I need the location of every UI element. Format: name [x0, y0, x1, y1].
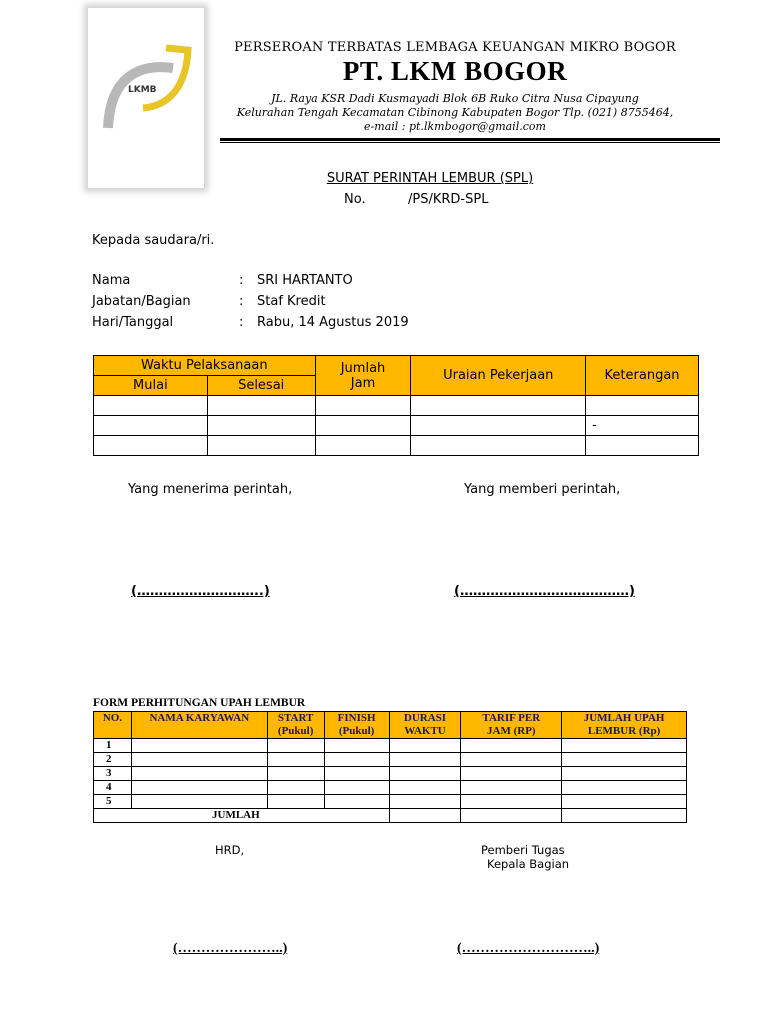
header-tarif — [461, 712, 562, 739]
letter-title: SURAT PERINTAH LEMBUR (SPL) — [326, 171, 534, 186]
field-label-nama: Nama — [92, 273, 131, 288]
table-row — [94, 781, 687, 795]
logo-text: LKMB — [128, 85, 157, 95]
field-sep: : — [239, 294, 244, 309]
cell-mulai — [94, 416, 208, 436]
wage-form-table — [93, 711, 687, 823]
field-sep: : — [239, 315, 244, 330]
field-label-tanggal: Hari/Tanggal — [92, 315, 174, 330]
header-jumlah-upah-2: LEMBUR (Rp) — [587, 725, 661, 737]
header-rule-thin — [220, 142, 720, 143]
cell-mulai — [94, 396, 208, 416]
row-number: 1 — [94, 739, 132, 753]
giver-signature-blank: (…………………………………) — [454, 584, 635, 599]
row-number: 2 — [94, 753, 132, 767]
header-waktu: Waktu Pelaksanaan — [94, 356, 316, 376]
header-finish-2: (Pukul) — [338, 725, 375, 737]
greeting: Kepada saudara/ri. — [92, 233, 215, 248]
header-durasi — [389, 712, 461, 739]
row-number: 4 — [94, 781, 132, 795]
row-number: 5 — [94, 795, 132, 809]
table-row — [94, 436, 699, 456]
cell-selesai — [207, 396, 315, 416]
header-start-1: START — [277, 712, 314, 724]
letter-number-value: /PS/KRD-SPL — [408, 192, 489, 207]
table-row — [94, 739, 687, 753]
cell-uraian — [411, 396, 586, 416]
field-value-nama: SRI HARTANTO — [257, 273, 353, 288]
header-uraian: Uraian Pekerjaan — [411, 356, 586, 396]
table-row — [94, 753, 687, 767]
table-row — [94, 795, 687, 809]
company-legal-name: PERSEROAN TERBATAS LEMBAGA KEUANGAN MIKRO BOGOR — [234, 40, 676, 55]
kepala-bagian-label: Kepala Bagian — [487, 857, 570, 871]
address-line-1: JL. Raya KSR Dadi Kusmayadi Blok 6B Ruko Citra Nusa Cipayung — [271, 92, 639, 105]
address-line-2: Kelurahan Tengah Kecamatan Cibinong Kabupaten Bogor Tlp. (021) 8755464, — [236, 106, 674, 119]
cell-keterangan — [586, 396, 699, 416]
cell-mulai — [94, 436, 208, 456]
receiver-signature-blank: (………………………..) — [131, 584, 270, 599]
company-name: PT. LKM BOGOR — [342, 56, 568, 86]
header-tarif-2: JAM (RP) — [487, 725, 536, 737]
company-address — [215, 92, 695, 134]
header-jumlah-upah — [562, 712, 687, 739]
header-jam: Jam — [350, 375, 376, 391]
total-label: JUMLAH — [94, 809, 390, 823]
hrd-signature-blank: (…………………..) — [173, 941, 288, 956]
header-start-2: (Pukul) — [277, 725, 314, 737]
header-durasi-2: WAKTU — [404, 725, 446, 737]
header-jumlah: Jumlah — [340, 360, 386, 376]
header-start — [267, 712, 324, 739]
field-label-jabatan: Jabatan/Bagian — [92, 294, 191, 309]
giver-label: Yang memberi perintah, — [464, 482, 621, 497]
table-row — [94, 396, 699, 416]
header-mulai: Mulai — [94, 376, 208, 396]
receiver-label: Yang menerima perintah, — [128, 482, 293, 497]
pemberi-tugas-label: Pemberi Tugas — [481, 843, 565, 857]
hrd-label: HRD, — [215, 843, 245, 857]
cell-jumlah — [315, 416, 411, 436]
cell-selesai — [207, 436, 315, 456]
header-tarif-1: TARIF PER — [482, 712, 541, 724]
header-rule-thick — [220, 138, 720, 141]
kepala-signature-blank: (………………………..) — [457, 941, 600, 956]
header-no: NO. — [94, 712, 132, 739]
overtime-table — [93, 355, 699, 456]
cell-uraian — [411, 436, 586, 456]
table-row — [94, 767, 687, 781]
header-finish-1: FINISH — [337, 712, 376, 724]
email-line: e-mail : pt.lkmbogor@gmail.com — [364, 120, 546, 133]
cell-selesai — [207, 416, 315, 436]
header-jumlah-jam — [315, 356, 411, 396]
field-value-tanggal: Rabu, 14 Agustus 2019 — [257, 315, 409, 330]
total-row — [94, 809, 687, 823]
cell-jumlah — [315, 396, 411, 416]
cell-keterangan — [586, 436, 699, 456]
field-sep: : — [239, 273, 244, 288]
letter-number-label: No. — [344, 192, 366, 207]
row-number: 3 — [94, 767, 132, 781]
form-title: FORM PERHITUNGAN UPAH LEMBUR — [93, 697, 306, 709]
header-nama: NAMA KARYAWAN — [131, 712, 267, 739]
header-selesai: Selesai — [207, 376, 315, 396]
cell-jumlah — [315, 436, 411, 456]
cell-keterangan: - — [586, 416, 699, 436]
header-durasi-1: DURASI — [403, 712, 447, 724]
header-finish — [324, 712, 389, 739]
header-jumlah-upah-1: JUMLAH UPAH — [583, 712, 665, 724]
company-logo — [88, 8, 204, 188]
field-value-jabatan: Staf Kredit — [257, 294, 326, 309]
cell-uraian — [411, 416, 586, 436]
header-keterangan: Keterangan — [586, 356, 699, 396]
table-row — [94, 416, 699, 436]
